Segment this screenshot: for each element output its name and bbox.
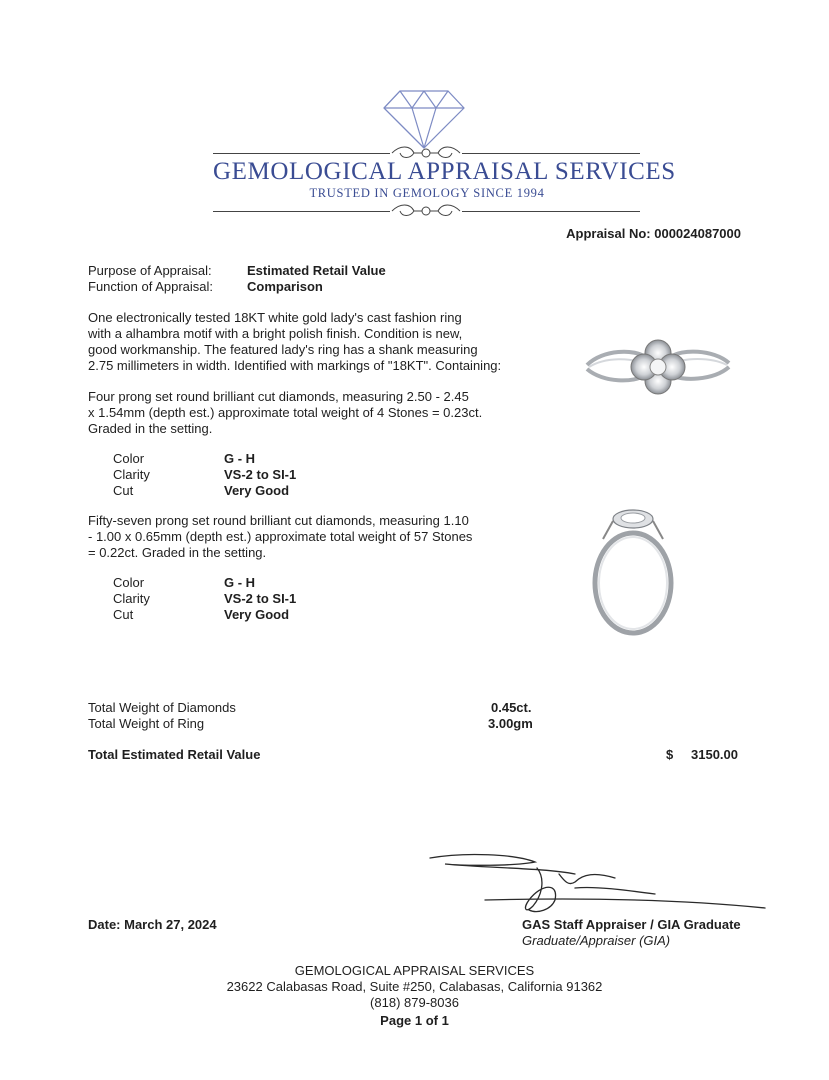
description-line: 2.75 millimeters in width. Identified with markings of "18KT". Containing:	[88, 358, 502, 373]
currency-symbol: $	[666, 747, 674, 762]
flourish-bottom	[390, 202, 462, 220]
stone-group-2-description	[88, 513, 472, 561]
letterhead-top-rule-right	[462, 153, 640, 154]
clarity-label: Clarity	[113, 591, 150, 606]
letterhead-bottom-rule-left	[213, 211, 390, 212]
stone-group-line: - 1.00 x 0.65mm (depth est.) approximate total weight of 57 Stones	[88, 529, 473, 544]
stone-group-line: = 0.22ct. Graded in the setting.	[88, 545, 267, 560]
appraisal-number: Appraisal No: 000024087000	[566, 226, 741, 241]
diamond-icon	[382, 88, 466, 150]
stone-group-line: Four prong set round brilliant cut diamonds, measuring 2.50 - 2.45	[88, 389, 469, 404]
letterhead-bottom-rule-right	[462, 211, 640, 212]
description-line: One electronically tested 18KT white gold lady's cast fashion ring	[88, 310, 462, 325]
appraiser-signature	[425, 848, 805, 928]
total-retail-value: 3150.00	[691, 747, 738, 762]
ring-top-view-photo	[583, 327, 733, 407]
signatory-subtitle: Graduate/Appraiser (GIA)	[522, 933, 671, 948]
footer-company: GEMOLOGICAL APPRAISAL SERVICES	[294, 963, 535, 978]
function-value: Comparison	[247, 279, 323, 294]
color-value: G - H	[224, 575, 256, 590]
cut-value: Very Good	[224, 607, 290, 622]
total-ring-weight-label: Total Weight of Ring	[88, 716, 205, 731]
total-retail-value-label: Total Estimated Retail Value	[88, 747, 261, 762]
description-line: good workmanship. The featured lady's ring has a shank measuring	[88, 342, 478, 357]
purpose-label: Purpose of Appraisal:	[88, 263, 212, 278]
total-diamond-weight-label: Total Weight of Diamonds	[88, 700, 236, 715]
description-paragraph	[88, 310, 501, 374]
ring-side-view-photo	[585, 505, 685, 640]
total-ring-weight-value: 3.00gm	[488, 716, 533, 731]
letterhead-top-rule-left	[213, 153, 390, 154]
footer-address: 23622 Calabasas Road, Suite #250, Calabasas, California 91362	[226, 979, 603, 994]
signatory-title: GAS Staff Appraiser / GIA Graduate	[522, 917, 741, 932]
color-value: G - H	[224, 451, 256, 466]
purpose-value: Estimated Retail Value	[247, 263, 386, 278]
footer-phone: (818) 879-8036	[370, 995, 459, 1010]
color-label: Color	[113, 575, 145, 590]
clarity-value: VS-2 to SI-1	[224, 591, 297, 606]
total-diamond-weight-value: 0.45ct.	[491, 700, 532, 715]
stone-group-line: x 1.54mm (depth est.) approximate total weight of 4 Stones = 0.23ct.	[88, 405, 483, 420]
cut-value: Very Good	[224, 483, 290, 498]
function-label: Function of Appraisal:	[88, 279, 214, 294]
stone-group-line: Fifty-seven prong set round brilliant cut diamonds, measuring 1.10	[88, 513, 469, 528]
description-line: with a alhambra motif with a bright polish finish. Condition is new,	[88, 326, 463, 341]
company-tagline: TRUSTED IN GEMOLOGY SINCE 1994	[309, 186, 545, 200]
page-number: Page 1 of 1	[380, 1013, 449, 1028]
appraisal-date: Date: March 27, 2024	[88, 917, 217, 932]
cut-label: Cut	[113, 483, 134, 498]
company-name: GEMOLOGICAL APPRAISAL SERVICES	[213, 158, 676, 185]
clarity-value: VS-2 to SI-1	[224, 467, 297, 482]
stone-group-1-description	[88, 389, 482, 437]
color-label: Color	[113, 451, 145, 466]
cut-label: Cut	[113, 607, 134, 622]
stone-group-line: Graded in the setting.	[88, 421, 213, 436]
clarity-label: Clarity	[113, 467, 150, 482]
